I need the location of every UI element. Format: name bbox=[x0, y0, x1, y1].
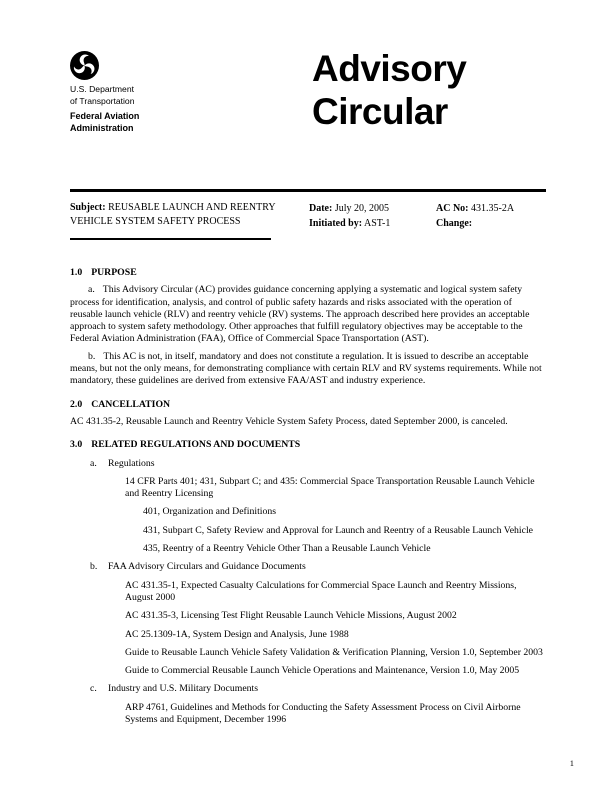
header-divider-rule bbox=[70, 189, 546, 192]
list-item: AC 431.35-1, Expected Casualty Calculations for Commercial Space Launch and Reentry Missions, August 2000 bbox=[125, 579, 517, 603]
document-title-line2: Circular bbox=[312, 91, 448, 132]
list-item: AC 25.1309-1A, System Design and Analysis, June 1988 bbox=[125, 628, 349, 640]
list-item: 435, Reentry of a Reentry Vehicle Other Than a Reusable Launch Vehicle bbox=[143, 543, 431, 555]
ac-no-row bbox=[436, 201, 551, 216]
subject-label: Subject: bbox=[70, 202, 106, 213]
department-name-line2: of Transportation bbox=[70, 96, 135, 107]
subject-block bbox=[70, 201, 308, 228]
document-title bbox=[312, 47, 466, 133]
initiated-by-label: Initiated by: bbox=[309, 218, 363, 229]
list-item: Guide to Reusable Launch Vehicle Safety Validation & Verification Planning, Version 1.0, September 2003 bbox=[125, 646, 543, 658]
section-heading-related-regulations: 3.0 RELATED REGULATIONS AND DOCUMENTS bbox=[70, 439, 301, 451]
paragraph: AC 431.35-2, Reusable Launch and Reentry Vehicle System Safety Process, dated September 2000, is canceled. bbox=[70, 415, 508, 427]
ac-no-value: 431.35-2A bbox=[471, 203, 515, 214]
date-block bbox=[309, 201, 429, 231]
ac-no-label: AC No: bbox=[436, 203, 469, 214]
list-item: ARP 4761, Guidelines and Methods for Conducting the Safety Assessment Process on Civil Airborne Systems and Equipment, December 1996 bbox=[125, 701, 521, 726]
change-label: Change: bbox=[436, 218, 473, 229]
initiated-by-value: AST-1 bbox=[364, 218, 391, 229]
change-row bbox=[436, 216, 551, 231]
page-number: 1 bbox=[569, 758, 574, 768]
list-item: 401, Organization and Definitions bbox=[143, 506, 277, 518]
subject-value: REUSABLE LAUNCH AND REENTRY VEHICLE SYSTEM SAFETY PROCESS bbox=[70, 202, 276, 227]
list-item: 431, Subpart C, Safety Review and Approval for Launch and Reentry of a Reusable Launch Vehicle bbox=[143, 524, 533, 536]
list-item: 14 CFR Parts 401; 431, Subpart C; and 435: Commercial Space Transportation Reusable Launch Vehicle and Reentry Licensing bbox=[125, 475, 535, 500]
paragraph: a. This Advisory Circular (AC) provides guidance concerning applying a systematic and logical system safety process for identification, analysis, and control of public safety hazards and risks associated with the operation of reusable launch vehicle (RLV) and reentry vehicle (RV) systems. The approach described here provides an acceptable approach to system safety methodology. Other approaches that fulfill regulatory objectives may be acceptable to the Federal Aviation Administration (FAA), Office of Commercial Space Transportation (AST). bbox=[70, 284, 530, 345]
list-item: Guide to Commercial Reusable Launch Vehicle Operations and Maintenance, Version 1.0, May 2005 bbox=[125, 665, 520, 677]
list-item: AC 431.35-3, Licensing Test Flight Reusable Launch Vehicle Missions, August 2002 bbox=[125, 610, 457, 622]
agency-name-line1: Federal Aviation bbox=[70, 110, 140, 121]
agency-name-line2: Administration bbox=[70, 123, 134, 134]
paragraph: b. This AC is not, in itself, mandatory and does not constitute a regulation. It is issued to describe an acceptable means, but not the only means, for demonstrating compliance with certain RLV and RV systems requirements. While not mandatory, these guidelines are derived from extensive FAA/AST and industry experience. bbox=[70, 350, 542, 387]
list-item: c. Industry and U.S. Military Documents bbox=[90, 683, 259, 695]
us-dot-triskelion-icon bbox=[70, 51, 99, 80]
document-body bbox=[70, 256, 546, 726]
section-heading-cancellation: 2.0 CANCELLATION bbox=[70, 398, 171, 410]
department-name-line1: U.S. Department bbox=[70, 84, 134, 94]
list-item: a. Regulations bbox=[90, 457, 155, 469]
section-heading-purpose: 1.0 PURPOSE bbox=[70, 267, 137, 278]
initiated-by-row bbox=[309, 216, 429, 231]
document-title-line1: Advisory bbox=[312, 48, 467, 89]
list-item: b. FAA Advisory Circulars and Guidance Documents bbox=[90, 561, 306, 573]
date-value: July 20, 2005 bbox=[334, 203, 389, 214]
date-label: Date: bbox=[309, 203, 333, 214]
ac-number-block bbox=[436, 201, 551, 231]
agency-identity bbox=[70, 83, 139, 135]
date-row bbox=[309, 201, 429, 216]
subject-underline-rule bbox=[70, 238, 271, 240]
